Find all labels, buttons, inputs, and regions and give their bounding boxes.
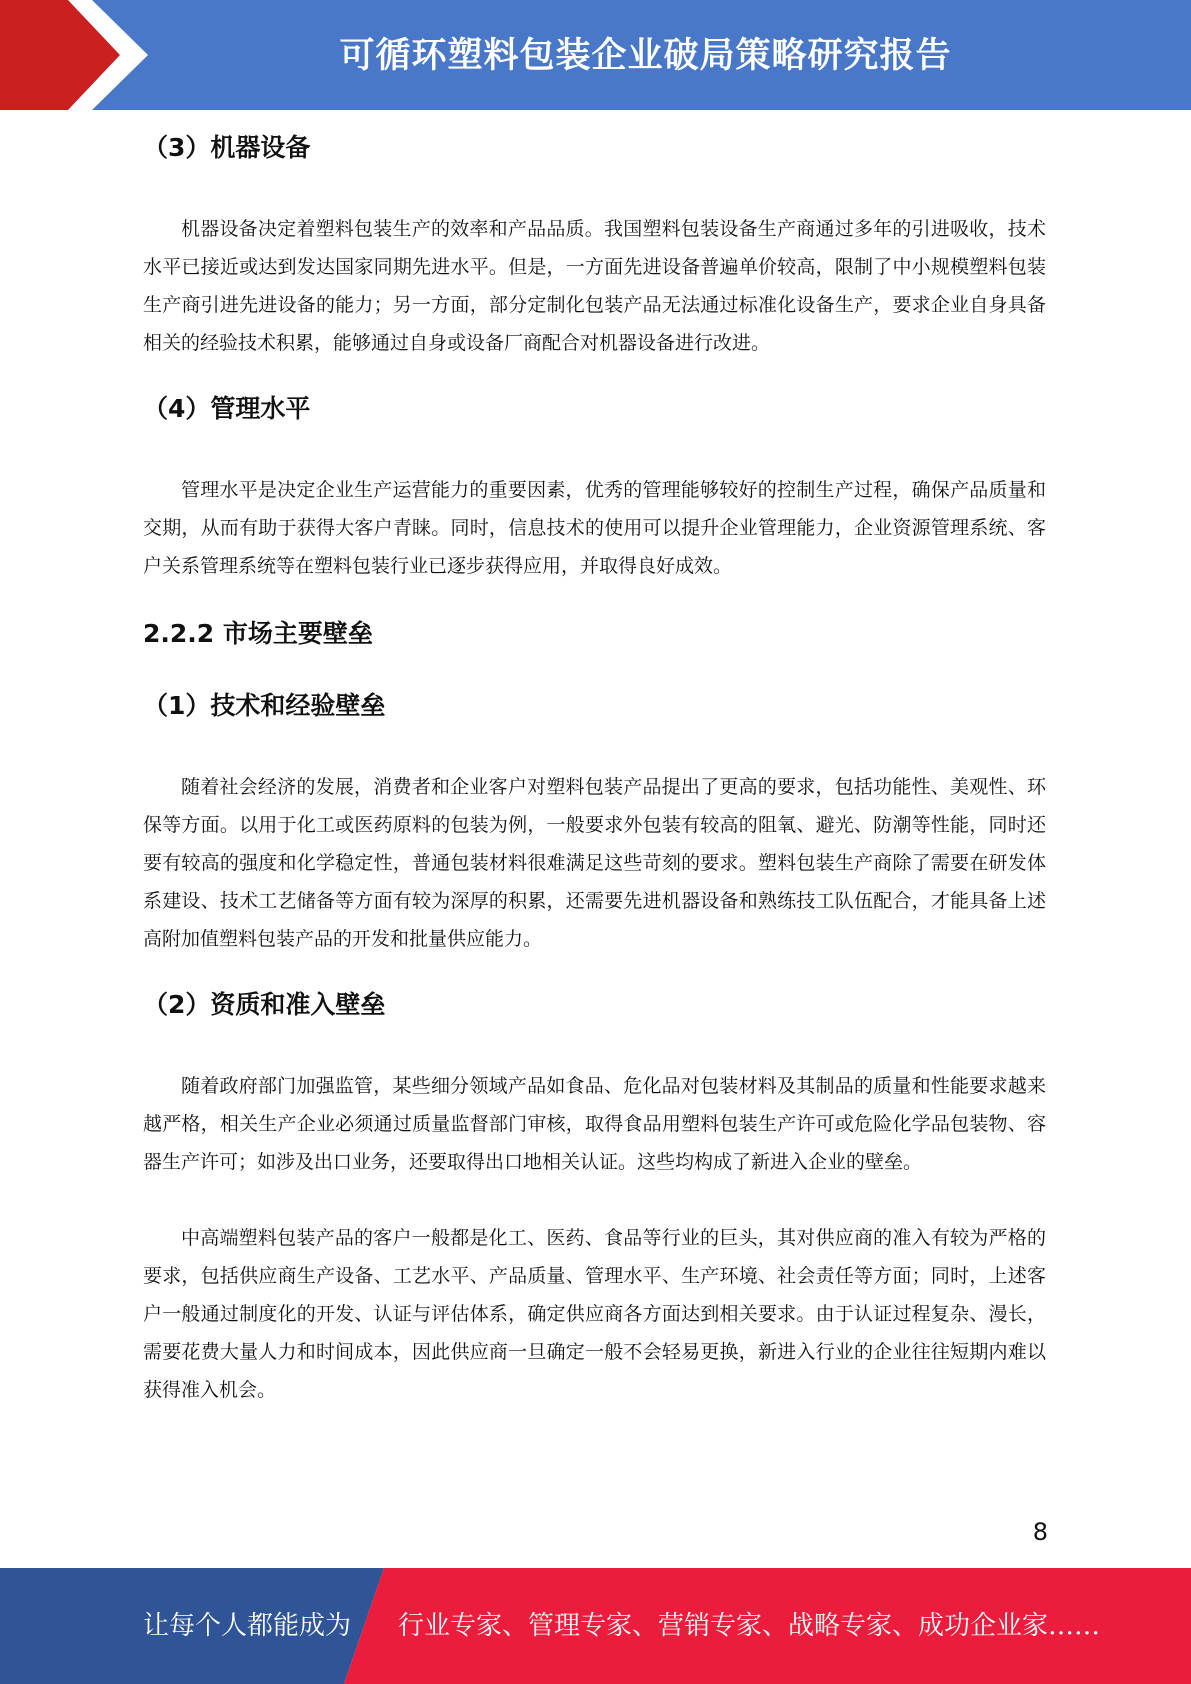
paragraph-machinery: 机器设备决定着塑料包装生产的效率和产品品质。我国塑料包装设备生产商通过多年的引进吸收，技术水平已接近或达到发达国家同期先进水平。但是，一方面先进设备普遍单价较高，限制了中小规模塑料包装生产商引进先进设备的能力；另一方面，部分定制化包装产品无法通过标准化设备生产，要求企业自身具备相关的经验技术积累，能够通过自身或设备厂商配合对机器设备进行改进。: [143, 218, 1046, 354]
page-content: [143, 128, 1046, 1409]
page-header: [0, 0, 1191, 110]
subsection-heading-management: （4）管理水平: [143, 394, 311, 423]
subsection-heading-tech-barrier: （1）技术和经验壁垒: [143, 691, 386, 720]
footer-slogan-right: 行业专家、管理专家、营销专家、战略专家、成功企业家……: [398, 1611, 1101, 1641]
paragraph-qualification-barrier-1: 随着政府部门加强监管，某些细分领域产品如食品、危化品对包装材料及其制品的质量和性能要求越来越严格，相关生产企业必须通过质量监督部门审核，取得食品用塑料包装生产许可或危险化学品包装物、容器生产许可；如涉及出口业务，还要取得出口地相关认证。这些均构成了新进入企业的壁垒。: [143, 1075, 1046, 1173]
page-footer: [0, 1568, 1191, 1684]
footer-slogan-left: 让每个人都能成为: [143, 1611, 352, 1641]
paragraph-qualification-barrier-2: 中高端塑料包装产品的客户一般都是化工、医药、食品等行业的巨头，其对供应商的准入有较为严格的要求，包括供应商生产设备、工艺水平、产品质量、管理水平、生产环境、社会责任等方面；同时，上述客户一般通过制度化的开发、认证与评估体系，确定供应商各方面达到相关要求。由于认证过程复杂、漫长，需要花费大量人力和时间成本，因此供应商一旦确定一般不会轻易更换，新进入行业的企业往往短期内难以获得准入机会。: [143, 1227, 1046, 1401]
subsection-heading-qualification-barrier: （2）资质和准入壁垒: [143, 990, 386, 1019]
paragraph-tech-barrier: 随着社会经济的发展，消费者和企业客户对塑料包装产品提出了更高的要求，包括功能性、美观性、环保等方面。以用于化工或医药原料的包装为例，一般要求外包装有较高的阻氧、避光、防潮等性能，同时还要有较高的强度和化学稳定性，普通包装材料很难满足这些苛刻的要求。塑料包装生产商除了需要在研发体系建设、技术工艺储备等方面有较为深厚的积累，还需要先进机器设备和熟练技工队伍配合，才能具备上述高附加值塑料包装产品的开发和批量供应能力。: [143, 776, 1046, 950]
paragraph-management: 管理水平是决定企业生产运营能力的重要因素，优秀的管理能够较好的控制生产过程，确保产品质量和交期，从而有助于获得大客户青睐。同时，信息技术的使用可以提升企业管理能力，企业资源管理系统、客户关系管理系统等在塑料包装行业已逐步获得应用，并取得良好成效。: [143, 479, 1046, 577]
report-title: 可循环塑料包装企业破局策略研究报告: [339, 36, 952, 76]
page-number: 8: [1032, 1518, 1048, 1546]
subsection-heading-machinery: （3）机器设备: [143, 133, 311, 162]
section-heading-market-barriers: 2.2.2 市场主要壁垒: [143, 619, 373, 648]
